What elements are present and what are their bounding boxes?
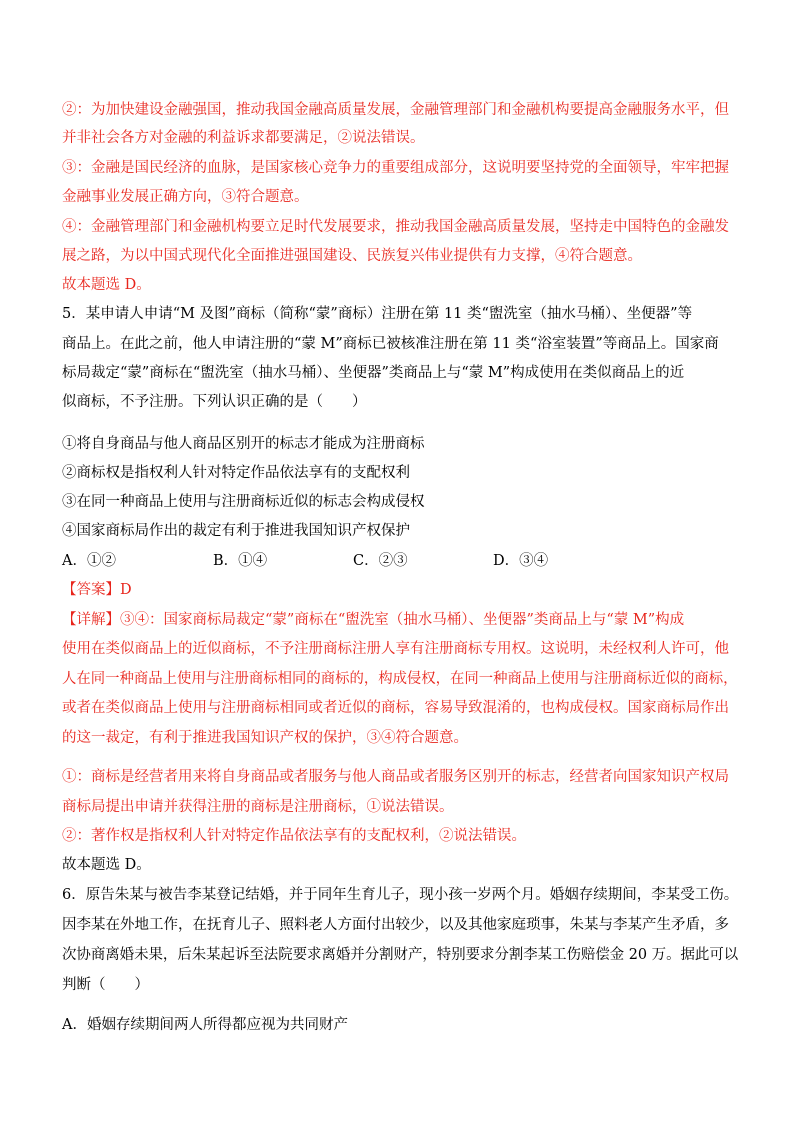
- q5-statement: ③在同一种商品上使用与注册商标近似的标志会构成侵权: [62, 494, 425, 510]
- q5-detail-line: 的这一裁定，有利于推进我国知识产权的保护，③④符合题意。: [62, 730, 468, 746]
- q5-detail-line: 使用在类似商品上的近似商标，不予注册商标注册人享有注册商标专用权。这说明，未经权利人许可，他: [62, 641, 729, 657]
- q5-detail-line: 或者在类似商品上使用与注册商标相同或者近似的商标，容易导致混淆的，也构成侵权。国家商标局作出: [62, 700, 729, 716]
- q5-option-d: D．③④: [493, 553, 549, 569]
- prev-conclusion: 故本题选 D。: [62, 277, 151, 293]
- q5-detail-line: 【详解】③④：国家商标局裁定“蒙”商标在“盥洗室（抽水马桶）、坐便器”类商品上与“蒙 M”构成: [62, 612, 685, 628]
- q5-statement: ①将自身商品与他人商品区别开的标志才能成为注册商标: [62, 436, 425, 452]
- q5-stem-line: 似商标，不予注册。下列认识正确的是（ ）: [62, 394, 367, 410]
- prev-explanation-line: ②：为加快建设金融强国，推动我国金融高质量发展，金融管理部门和金融机构要提高金融服务水平，但: [62, 102, 729, 118]
- q6-option-a: A．婚姻存续期间两人所得都应视为共同财产: [62, 1017, 348, 1033]
- prev-explanation-line: ④：金融管理部门和金融机构要立足时代发展要求，推动我国金融高质量发展，坚持走中国特色的金融发: [62, 219, 729, 235]
- q6-stem-line: 6．原告朱某与被告李某登记结婚，并于同年生育儿子，现小孩一岁两个月。婚姻存续期间，李某受工伤。: [62, 887, 739, 903]
- q5-detail-line: 人在同一种商品上使用与注册商标相同的商标的，构成侵权，在同一种商品上使用与注册商标近似的商标，: [62, 671, 738, 687]
- q5-option-b: B．①④: [213, 553, 268, 569]
- prev-explanation-line: 展之路，为以中国式现代化全面推进强国建设、民族复兴伟业提供有力支撑，④符合题意。: [62, 248, 642, 264]
- prev-explanation-line: ③：金融是国民经济的血脉，是国家核心竞争力的重要组成部分，这说明要坚持党的全面领导，牢牢把握: [62, 160, 729, 176]
- q6-stem-line: 次协商离婚未果，后朱某起诉至法院要求离婚并分割财产，特别要求分割李某工伤赔偿金 20 万。据此可以: [62, 947, 739, 963]
- prev-explanation-line: 金融事业发展正确方向，③符合题意。: [62, 189, 309, 205]
- q5-stem-line: 标局裁定“蒙”商标在“盥洗室（抽水马桶）、坐便器”类商品上与“蒙 M”构成使用在类似商品上的近: [62, 365, 685, 381]
- q6-stem-line: 判断（ ）: [62, 977, 149, 993]
- q5-detail-line: 商标局提出申请并获得注册的商标是注册商标，①说法错误。: [62, 799, 454, 815]
- prev-explanation-line: 并非社会各方对金融的利益诉求都要满足，②说法错误。: [62, 130, 425, 146]
- q5-answer: 【答案】D: [62, 582, 132, 598]
- q5-statement: ④国家商标局作出的裁定有利于推进我国知识产权保护: [62, 523, 410, 539]
- q5-stem-line: 商品上。在此之前，他人申请注册的“蒙 M”商标已被核准注册在第 11 类“浴室装置”等商品上。国家商: [62, 336, 719, 352]
- q6-stem-line: 因李某在外地工作，在抚育儿子、照料老人方面付出较少，以及其他家庭琐事，朱某与李某产生矛盾，多: [62, 917, 729, 933]
- q5-conclusion: 故本题选 D。: [62, 857, 151, 873]
- q5-stem-line: 5．某申请人申请“M 及图”商标（简称“蒙”商标）注册在第 11 类“盥洗室（抽水马桶）、坐便器”等: [62, 306, 693, 322]
- q5-detail-line: ①：商标是经营者用来将自身商品或者服务与他人商品或者服务区别开的标志，经营者向国家知识产权局: [62, 769, 729, 785]
- q5-detail-line: ②：著作权是指权利人针对特定作品依法享有的支配权利，②说法错误。: [62, 828, 526, 844]
- q5-option-a: A．①②: [62, 553, 116, 569]
- q5-option-c: C．②③: [353, 553, 408, 569]
- q5-statement: ②商标权是指权利人针对特定作品依法享有的支配权利: [62, 465, 410, 481]
